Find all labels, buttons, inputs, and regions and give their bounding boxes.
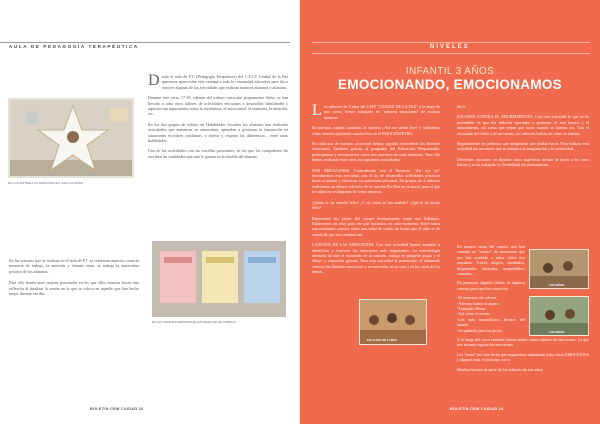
body-paragraph: En los dos grupos de trabajo de Habilidades Sociales los alumnos han realizado actividades que aumentan su autoestima, aprenden a gestionar la frustración en situaciones escolares cotidianas, a tolerar y respetar las diferencias... entre otras habilidades. (148, 121, 288, 144)
photo-caption: LOS NIÑOS (549, 283, 565, 287)
body-paragraph: Durante este curso 17-18, además del trabajo curricular propiamente dicho, se han llevado a cabo otros talleres de actividades enfocadas a desarrollar habilidades y aspectos tan importantes como la autoestima, el autocontrol, la memoria, la atención, etc. (148, 95, 288, 117)
header-rule (312, 42, 590, 43)
body-paragraph: Una de las actividades con las estrellas personales, en las que los compañeros les escriben las cualidades que más le gustan en la estrella del alumno. (148, 148, 288, 159)
body-paragraph: Diferentes opciones: en algunos casos sugirieron formas de hacer a los otros felices y se ha trabajado la flexibilidad del pensamiento. (457, 156, 589, 168)
intro-column (148, 74, 288, 164)
body-paragraph: En nuestras rutinas contamos la canción ¿Así me siento hoy? y señalamos cómo estamos poniendo nuestra foto en el EMOCIÓMETRO. (312, 125, 440, 136)
body-paragraph: Las "notas" nos han dicho que seguiremos trabajando todos estos EMOCIONES y algunas más, el próximo curso. (457, 351, 589, 363)
body-paragraph: En las sesiones que se realizan en el aula de P.T. se refuerzan aspectos como la memoria de trabajo, la atención y durante estas, se trabaja la autoestima positiva de los alumnos. (9, 258, 139, 274)
photo-caption: EN CLASE DE 3 AÑOS (367, 338, 397, 342)
body-paragraph: Repasamos las partes del cuerpo dramatizando como nos hallamos. Elaboramos un reloj para ver qué hacíamos en cada momento. Entre todos representamos cuentos sobre una señal de cariño de forma que el niño se dé cuenta de que nos sentimos así. (312, 215, 440, 237)
body-paragraph: decir. (457, 104, 466, 109)
bottom-column (9, 258, 139, 302)
photo-caption: EN LAS ESTRELLAS PERSONALES CADA ALUMNO (8, 181, 84, 185)
section-header: NIVELES (430, 44, 470, 50)
page-footer: BOLETÍN CEM CIUDAD 23 (450, 407, 504, 411)
article-subtitle: INFANTIL 3 AÑOS (405, 66, 495, 77)
article-column-right (457, 104, 589, 173)
body-paragraph: A lo largo del curso también hemos hecho varios talleres de emociones, ya que nos encanta regular las emociones. (457, 337, 589, 348)
header-rule (312, 53, 590, 54)
star-photo (8, 98, 134, 178)
body-paragraph: En cada una de nuestros proyectos hemos seguido conociendo las distintas emociones. También gracias al programa del Educación Responsable, participamos y reconocemos como nos sentimos en cada momento. Para ello hemos realizado entre otras las siguientes actividades: (312, 141, 440, 163)
drop-cap: D (148, 72, 160, 89)
books-column (457, 244, 525, 337)
intro-paragraph: Los niños/as de 3 años del CEIP "CIUDAD DE LA PAZ" a lo largo de este curso, hemos trabajado en "nuestras emociones" de muchas maneras. (312, 102, 440, 120)
drop-cap: L (312, 102, 322, 119)
header-rule (0, 42, 290, 43)
section-header: AULA DE PEDAGOGÍA TERAPÉUTICA (9, 44, 139, 49)
page-spine (299, 0, 301, 424)
body-paragraph: Para ello tienen unas tarjetas personales en las que ellos mismos hacen una reflexión al finalizar la sesión en la que se coloca en aquello que han hecho mejor durante ese día. (9, 280, 139, 297)
article-title: EMOCIONANDO, EMOCIONAMOS (338, 77, 562, 92)
body-paragraph: Os ponemos algunos títulos de algunos cuentos para que los conozcáis: (457, 280, 525, 291)
body-paragraph: Muchos besitos de parte de los niños/as de tres años. (457, 366, 544, 372)
closing-column (457, 337, 589, 376)
body-paragraph: En nuestro turno del cuento, nos han contado un "cuento" de emociones que nos han ayudado a saber cómo nos sentimos: Tristes, alegres, enfadados, desgastados, aburridos, sorprendidos, cansados... (457, 244, 525, 277)
cards-photo-illustration (152, 241, 286, 317)
body-paragraph: ¿Quién se ha sentido feliz? ¿Y tú, cómo te has sentido? ¿Qué te ha hecho feliz? (312, 199, 440, 211)
intro-paragraph: Desde el aula de P.T. (Pedagogía Terapéutica) del C.E.I.P. Ciudad de la Paz queremos aprovechar esta ventana a toda la comunidad educativa para dar a conocer algunas de las actividades que realizan nuestros alumnos y alumnas. (148, 72, 288, 90)
right-page (300, 0, 600, 424)
photo-caption: EN LAS TARJETAS PERSONALES AUTOEVALÚAN SU TRABAJO (152, 320, 236, 324)
page-footer: BOLETÍN CEM CIUDAD 22 (90, 407, 144, 411)
body-paragraph: ESCAPAR CONTRA EL ABURRIMIENTO: Con esta actividad lo que se ha pretendido es que los niños/as aprendan a gestionar el mal humor y el aburrimiento, así como que sepan qué hacer cuando se sienten así. Tras el visionado del vídeo y de un cuento, los niños/as hablan de cómo se sentían. (457, 114, 589, 136)
body-paragraph: Seguidamente les pedimos que imaginaran qué podían hacer. Para realizar esta actividad fue necesario que se trabajara la imaginación y la creatividad. (457, 141, 589, 152)
book-list: -El monstruo de colores -Adivina cuánto te quiero -Tranquilo Moon -Así como te sientes -Los más maravillosos abrazos del mundo -Un pañuelo para los piojos (457, 295, 525, 333)
photo-caption: LOS NIÑOS (549, 330, 565, 334)
cards-photo (152, 241, 286, 317)
body-paragraph: NOS ABRAZAMOS: Coincidiendo con el Proyecto "Así soy yo" introducimos esta actividad, con el fin de desarrollar actividades positivas hacia sí mismo y favorecer su autoestima personal. En grupos de 4 niños/as realizamos un abrazo colectivo de la canción Pin-Pon en el mural, para el que los niños/as se disponen de forma emotiva. (312, 167, 440, 195)
star-photo-illustration (10, 100, 134, 178)
article-column-left (312, 104, 440, 280)
body-paragraph: CANCIÓN DE LAS EMOCIONES: Con esta actividad hemos ayudado a identificar y expresar las emociones más importantes. La metodología utilizada ha sido el visionado de la canción, trabajo en pequeño grupo y el dibujo y expresión gestual. Para esta actividad la potenciado el alumnado conocer las distintas emociones y reconocerlas en su cara y en las caras de los demás. (312, 242, 440, 275)
